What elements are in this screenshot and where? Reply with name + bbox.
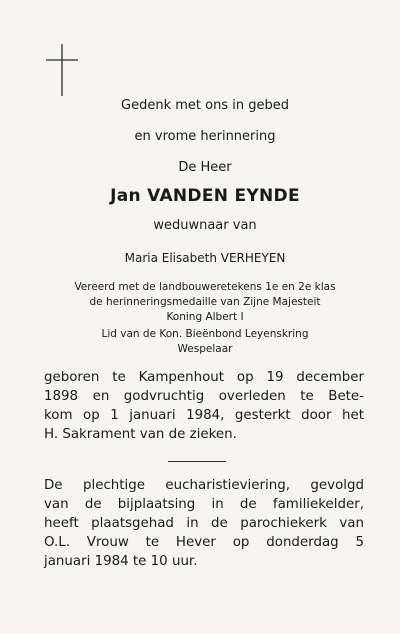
honor-line-3: Koning Albert I [166,311,244,323]
honor-line-1: Vereerd met de landbouweretekens 1e en 2e klas [74,281,336,293]
bio-line: H. Sakrament van de zieken. [44,427,237,442]
relation-line: weduwnaar van [153,218,257,233]
ceremony-line: heeft plaatsgehad in de parochiekerk van [44,516,364,531]
divider [168,461,226,462]
ceremony-line: O.L. Vrouw te Hever op donderdag 5 [44,535,364,550]
ceremony-line: van de bijplaatsing in de familiekelder, [44,497,364,512]
spouse-name: Maria Elisabeth VERHEYEN [124,251,286,265]
honor-line-2: de herinneringsmedaille van Zijne Majesteit [89,296,321,308]
ceremony-line: januari 1984 te 10 uur. [44,554,198,569]
bio-line: 1898 en godvruchtig overleden te Bete- [44,389,364,404]
title-line: De Heer [178,160,232,175]
bio-paragraph [44,368,364,444]
bio-line: kom op 1 januari 1984, gesterkt door het [44,408,364,423]
prayer-line-2: en vrome herinnering [134,129,276,144]
deceased-name: Jan VANDEN EYNDE [110,186,300,206]
honor-line-4: Lid van de Kon. Bieënbond Leyenskring [101,328,309,340]
honor-line-5: Wespelaar [177,343,233,355]
prayer-line-1: Gedenk met ons in gebed [121,98,289,113]
ceremony-line: De plechtige eucharistieviering, gevolgd [44,478,364,493]
cross-icon [44,44,80,96]
ceremony-paragraph [44,476,364,571]
bio-line: geboren te Kampenhout op 19 december [44,370,364,385]
